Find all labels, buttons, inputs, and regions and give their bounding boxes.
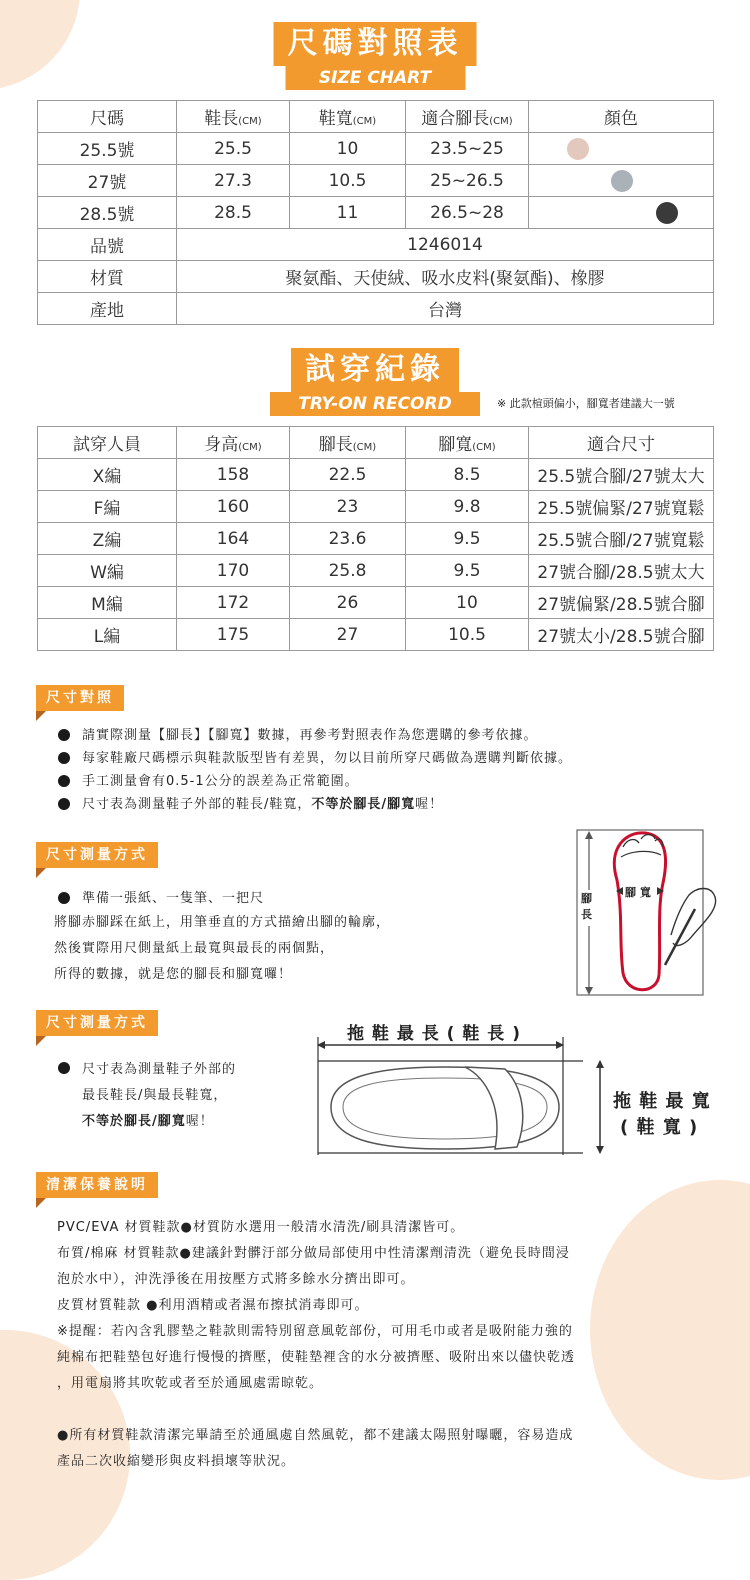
header-cell: 適合腳長(CM) [406,101,529,133]
measure-method-tag: 尺寸測量方式 [36,842,158,868]
tryon-banner [270,348,480,416]
table-row [38,459,714,491]
header-cell: 鞋寬(CM) [290,101,406,133]
fit-cell: 27號太小/28.5號合腳 [529,619,714,651]
header-cell: 鞋長(CM) [177,101,290,133]
table-row [38,229,714,261]
material-value: 聚氨酯、天使絨、吸水皮料(聚氨酯)、橡膠 [177,261,714,293]
foot-width-cell: 9.5 [406,555,529,587]
color-swatch [656,202,678,224]
foot-length-label: 腳長 [581,892,592,921]
foot-length-cell: 25.8 [290,555,406,587]
header-cell: 腳寬(CM) [406,427,529,459]
care-text [57,1215,722,1475]
foot-cell: 23.5~25 [406,133,529,165]
table-row [38,293,714,325]
list-item: 每家鞋廠尺碼標示與鞋款版型皆有差異，勿以目前所穿尺碼做為選購判斷依據。 [58,747,718,770]
text-line: 將腳赤腳踩在紙上，用筆垂直的方式描繪出腳的輪廓， [54,915,391,930]
foot-width-cell: 8.5 [406,459,529,491]
size-ref-bullets [58,724,718,816]
height-cell: 175 [177,619,290,651]
table-row [38,523,714,555]
size-ref-tag: 尺寸對照 [36,685,124,711]
care-tag: 清潔保養說明 [36,1172,158,1198]
foot-cell: 25~26.5 [406,165,529,197]
foot-cell: 26.5~28 [406,197,529,229]
length-cell: 28.5 [177,197,290,229]
table-row [38,491,714,523]
foot-width-cell: 9.5 [406,523,529,555]
text-line: 產品二次收縮變形與皮料損壞等狀況。 [57,1454,296,1469]
color-cell [529,165,714,197]
table-row [38,133,714,165]
list-item: 準備一張紙、一隻筆、一把尺 [58,887,558,910]
foot-length-cell: 23 [290,491,406,523]
color-swatch [611,170,633,192]
list-item: 請實際測量【腳長】【腳寬】數據，再參考對照表作為您選購的參考依據。 [58,724,718,747]
fit-cell: 27號偏緊/28.5號合腳 [529,587,714,619]
size-chart-subtitle: SIZE CHART [285,66,465,90]
fit-cell: 25.5號偏緊/27號寬鬆 [529,491,714,523]
shoe-measure-text [58,1057,308,1135]
size-chart-table [37,100,714,325]
slipper-width-label-2: ( 鞋 寬 ) [620,1117,699,1138]
text-line: 然後實際用尺側量紙上最寬與最長的兩個點， [54,941,335,956]
slipper-width-label-1: 拖 鞋 最 寬 [613,1091,711,1112]
length-cell: 27.3 [177,165,290,197]
person-cell: M編 [38,587,177,619]
measure-method-text [54,887,558,988]
text-line: ※提醒：若內含乳膠墊之鞋款則需特別留意風乾部份，可用毛巾或者是吸附能力強的 [57,1324,573,1339]
height-cell: 172 [177,587,290,619]
text-line: 最長鞋長/與最長鞋寬， [82,1088,228,1103]
fit-cell: 25.5號合腳/27號太大 [529,459,714,491]
decor-blob-top-left [0,0,80,90]
list-item: 手工測量會有0.5-1公分的誤差為正常範圍。 [58,770,718,793]
table-row [38,555,714,587]
text-line: 布質/棉麻 材質鞋款●建議針對髒汙部分做局部使用中性清潔劑清洗（避免長時間浸 [57,1246,570,1261]
table-row [38,165,714,197]
height-cell: 158 [177,459,290,491]
text-line: PVC/EVA 材質鞋款●材質防水選用一般清水清洗/刷具清潔皆可。 [57,1220,465,1235]
width-cell: 10 [290,133,406,165]
foot-width-cell: 10.5 [406,619,529,651]
info-label: 材質 [38,261,177,293]
size-cell: 25.5號 [38,133,177,165]
height-cell: 170 [177,555,290,587]
tryon-table [37,426,714,651]
tryon-note: ※ 此款楦頭偏小，腳寬者建議大一號 [497,397,675,410]
text-line: 泡於水中），沖洗淨後在用按壓方式將多餘水分擠出即可。 [57,1272,415,1287]
table-row [38,587,714,619]
text-line: 不等於腳長/腳寬喔！ [82,1114,214,1129]
foot-width-cell: 9.8 [406,491,529,523]
foot-length-cell: 27 [290,619,406,651]
person-cell: W編 [38,555,177,587]
table-header-row [38,101,714,133]
tryon-subtitle: TRY-ON RECORD [270,392,480,416]
header-cell: 試穿人員 [38,427,177,459]
size-cell: 28.5號 [38,197,177,229]
color-cell [529,197,714,229]
shoe-measure-tag: 尺寸測量方式 [36,1010,158,1036]
list-item: 尺寸表為測量鞋子外部的 [58,1057,308,1083]
color-cell [529,133,714,165]
text-line: 皮質材質鞋款 ●利用酒精或者濕布擦拭消毒即可。 [57,1298,369,1313]
person-cell: Z編 [38,523,177,555]
fit-cell: 25.5號合腳/27號寬鬆 [529,523,714,555]
table-header-row [38,427,714,459]
header-cell: 顏色 [529,101,714,133]
color-swatch [567,138,589,160]
table-row [38,261,714,293]
table-row [38,619,714,651]
size-cell: 27號 [38,165,177,197]
text-line: ，用電扇將其吹乾或者至於通風處需晾乾。 [57,1376,324,1391]
fit-cell: 27號合腳/28.5號太大 [529,555,714,587]
height-cell: 160 [177,491,290,523]
list-item: 尺寸表為測量鞋子外部的鞋長/鞋寬，不等於腳長/腳寬喔！ [58,793,718,816]
foot-length-cell: 26 [290,587,406,619]
person-cell: F編 [38,491,177,523]
slipper-length-label: 拖 鞋 最 長 ( 鞋 長 ) [343,1019,525,1044]
text-line: 純棉布把鞋墊包好進行慢慢的擠壓，使鞋墊裡含的水分被擠壓、吸附出來以儘快乾透 [57,1350,576,1365]
size-chart-banner [274,22,477,90]
foot-width-label: 腳 寬 [625,886,651,899]
height-cell: 164 [177,523,290,555]
width-cell: 11 [290,197,406,229]
tryon-title: 試穿紀錄 [291,348,459,392]
header-cell: 身高(CM) [177,427,290,459]
foot-length-cell: 22.5 [290,459,406,491]
width-cell: 10.5 [290,165,406,197]
slipper-diagram [315,1015,735,1165]
info-label: 品號 [38,229,177,261]
header-cell: 尺碼 [38,101,177,133]
table-row [38,197,714,229]
text-line: ●所有材質鞋款清潔完畢請至於通風處自然風乾，都不建議太陽照射曝曬，容易造成 [57,1428,574,1443]
origin-value: 台灣 [177,293,714,325]
foot-width-cell: 10 [406,587,529,619]
person-cell: X編 [38,459,177,491]
person-cell: L編 [38,619,177,651]
header-cell: 適合尺寸 [529,427,714,459]
info-label: 產地 [38,293,177,325]
size-chart-title: 尺碼對照表 [274,22,477,66]
product-number: 1246014 [177,229,714,261]
header-cell: 腳長(CM) [290,427,406,459]
text-line: 所得的數據，就是您的腳長和腳寬囉！ [54,967,293,982]
foot-length-cell: 23.6 [290,523,406,555]
length-cell: 25.5 [177,133,290,165]
foot-diagram [565,825,730,1000]
